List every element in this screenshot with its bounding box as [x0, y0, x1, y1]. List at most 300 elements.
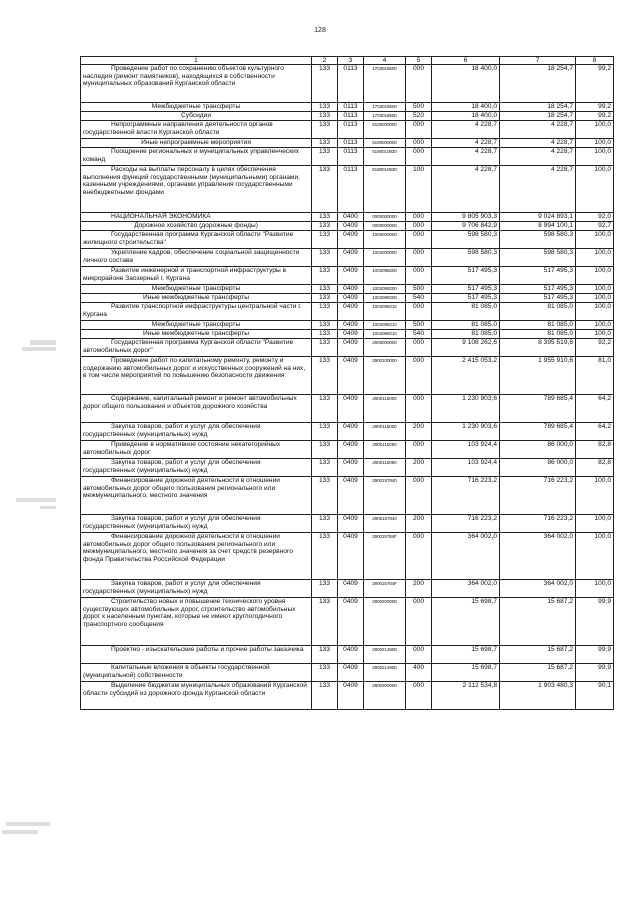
row-code: 133: [312, 267, 338, 285]
row-target: 1002098200: [364, 285, 406, 294]
row-exec: 18 254,7: [500, 103, 576, 112]
row-section: 0113: [338, 139, 364, 148]
row-target: 5190010930: [364, 148, 406, 166]
row-percent: 100,0: [576, 321, 614, 330]
row-type: 500: [406, 321, 432, 330]
row-type: 100: [406, 166, 432, 213]
row-target: 2900214900: [364, 646, 406, 664]
row-percent: 100,0: [576, 166, 614, 213]
row-name-text: Закупка товаров, работ и услуг для обеспечения государственных (муниципальных) нужд: [83, 515, 261, 530]
table-row: [81, 423, 614, 441]
row-percent: 82,8: [576, 459, 614, 477]
row-section: 0409: [338, 664, 364, 682]
row-plan: 2 112 534,8: [432, 682, 500, 710]
row-name: [81, 303, 312, 321]
row-code: 133: [312, 330, 338, 339]
row-name-text: Государственная программа Курганской области "Развитие автомобильных дорог": [83, 339, 294, 354]
row-plan: 4 228,7: [432, 148, 500, 166]
row-exec: 4 228,7: [500, 139, 576, 148]
row-name: [81, 148, 312, 166]
row-type: 000: [406, 477, 432, 515]
row-name: [81, 285, 312, 294]
row-plan: 103 924,4: [432, 441, 500, 459]
row-percent: 100,0: [576, 285, 614, 294]
row-plan: 18 400,0: [432, 112, 500, 121]
table-row: [81, 321, 614, 330]
row-type: 540: [406, 330, 432, 339]
row-code: 133: [312, 321, 338, 330]
row-plan: 4 228,7: [432, 121, 500, 139]
row-name-text: Межбюджетные трансферты: [151, 321, 241, 328]
header-cell: 1: [81, 57, 312, 65]
row-plan: 716 223,2: [432, 515, 500, 533]
row-type: 000: [406, 646, 432, 664]
row-code: 133: [312, 477, 338, 515]
header-cell: 2: [312, 57, 338, 65]
row-name: [81, 249, 312, 267]
row-exec: 4 228,7: [500, 166, 576, 213]
row-code: 133: [312, 441, 338, 459]
table-row: [81, 294, 614, 303]
row-name-text: Иные межбюджетные трансферты: [142, 294, 250, 301]
row-exec: 15 687,2: [500, 664, 576, 682]
row-code: 133: [312, 682, 338, 710]
row-type: 000: [406, 357, 432, 395]
table-row: [81, 330, 614, 339]
row-exec: 81 085,0: [500, 330, 576, 339]
row-target: 2900000000: [364, 339, 406, 357]
row-name-text: Проведение работ по капитальному ремонту, ремонту и содержанию автомобильных дорог и искусственных сооружений на них, в том числе мероприятий по повышению безопасности движения: [83, 357, 306, 380]
row-exec: 364 002,0: [500, 580, 576, 598]
row-section: 0409: [338, 459, 364, 477]
row-exec: 86 000,0: [500, 459, 576, 477]
row-type: 500: [406, 103, 432, 112]
row-section: 0113: [338, 103, 364, 112]
row-section: 0113: [338, 112, 364, 121]
row-name-text: Расходы на выплаты персоналу в целях обеспечения выполнения функций государственными (муниципальными) органами, казенными учреждениями, органами управления государственными внебюджетными фондами: [83, 166, 300, 196]
row-name: [81, 580, 312, 598]
row-plan: 716 223,2: [432, 477, 500, 515]
header-cell: 8: [576, 57, 614, 65]
row-type: 000: [406, 213, 432, 222]
row-target: 2900200000: [364, 598, 406, 646]
row-name: [81, 664, 312, 682]
row-exec: 716 223,2: [500, 477, 576, 515]
row-plan: 1 230 903,6: [432, 395, 500, 423]
row-plan: 598 580,3: [432, 249, 500, 267]
row-plan: 9 706 842,9: [432, 222, 500, 231]
row-section: 0409: [338, 294, 364, 303]
row-name: [81, 139, 312, 148]
table-row: [81, 339, 614, 357]
row-type: 000: [406, 121, 432, 139]
row-exec: 598 580,3: [500, 249, 576, 267]
row-name: [81, 121, 312, 139]
row-percent: 90,1: [576, 682, 614, 710]
row-percent: 99,2: [576, 65, 614, 103]
row-exec: 789 685,4: [500, 423, 576, 441]
table-row: [81, 357, 614, 395]
row-exec: 364 002,0: [500, 533, 576, 580]
table-row: [81, 285, 614, 294]
row-code: 133: [312, 646, 338, 664]
row-type: 540: [406, 294, 432, 303]
row-exec: 18 254,7: [500, 112, 576, 121]
table-row: [81, 65, 614, 103]
row-code: 133: [312, 222, 338, 231]
row-section: 0400: [338, 213, 364, 222]
row-name: [81, 294, 312, 303]
row-type: 000: [406, 231, 432, 249]
row-target: 1002098210: [364, 321, 406, 330]
row-name-text: Иные непрограммные мероприятия: [141, 139, 251, 146]
row-section: 0409: [338, 515, 364, 533]
row-percent: 100,0: [576, 303, 614, 321]
row-type: 000: [406, 339, 432, 357]
row-section: 0409: [338, 321, 364, 330]
row-percent: 100,0: [576, 139, 614, 148]
row-target: 290015784F: [364, 580, 406, 598]
row-name: [81, 598, 312, 646]
row-code: 133: [312, 213, 338, 222]
row-type: 000: [406, 682, 432, 710]
row-type: 200: [406, 423, 432, 441]
row-section: 0113: [338, 166, 364, 213]
row-type: 000: [406, 441, 432, 459]
row-type: 000: [406, 395, 432, 423]
table-row: [81, 664, 614, 682]
row-target: 2900157840: [364, 477, 406, 515]
row-name-text: Иные межбюджетные трансферты: [142, 330, 250, 337]
row-name: [81, 441, 312, 459]
row-name-text: Непрограммные направления деятельности органов государственной власти Курганской области: [83, 121, 273, 136]
row-name: [81, 321, 312, 330]
row-name: [81, 515, 312, 533]
row-exec: 81 085,0: [500, 321, 576, 330]
row-type: 500: [406, 285, 432, 294]
table-row: [81, 112, 614, 121]
row-name: [81, 533, 312, 580]
row-section: 0113: [338, 148, 364, 166]
row-name: [81, 459, 312, 477]
row-plan: 9 108 262,6: [432, 339, 500, 357]
row-percent: 100,0: [576, 121, 614, 139]
row-target: 1002098200: [364, 294, 406, 303]
row-target: 2900300000: [364, 682, 406, 710]
row-name-text: Дорожное хозяйство (дорожные фонды): [134, 222, 258, 229]
table-row: [81, 598, 614, 646]
row-exec: 1 903 480,3: [500, 682, 576, 710]
row-plan: 15 698,7: [432, 598, 500, 646]
row-name-text: Развитие инженерной и транспортной инфраструктуры в микрорайоне Заозерный г. Кургана: [83, 267, 287, 282]
row-percent: 100,0: [576, 330, 614, 339]
table-row: [81, 231, 614, 249]
row-name-text: Укрепление кадров, обеспечение социальной защищенности личного состава: [83, 249, 300, 264]
row-exec: 517 495,3: [500, 294, 576, 303]
row-target: 5100000000: [364, 121, 406, 139]
row-percent: 99,9: [576, 598, 614, 646]
row-target: 1002098200: [364, 267, 406, 285]
row-name-text: Межбюджетные трансферты: [151, 285, 241, 292]
row-type: 000: [406, 598, 432, 646]
table-row: [81, 459, 614, 477]
row-plan: 18 400,0: [432, 103, 500, 112]
row-target: 290015784F: [364, 533, 406, 580]
row-name-text: Проектно - изыскательские работы и прочие работы заказчика: [111, 646, 304, 653]
table-row: [81, 533, 614, 580]
row-target: 1002098210: [364, 303, 406, 321]
row-exec: 1 955 910,6: [500, 357, 576, 395]
table-row: [81, 222, 614, 231]
row-plan: 364 002,0: [432, 580, 500, 598]
scan-artifact: [6, 822, 50, 826]
row-target: 5190010930: [364, 166, 406, 213]
row-section: 0409: [338, 339, 364, 357]
row-section: 0409: [338, 285, 364, 294]
row-plan: 15 698,7: [432, 646, 500, 664]
row-name-text: Поощрение региональных и муниципальных управленческих команд: [83, 148, 300, 163]
row-type: 400: [406, 664, 432, 682]
row-section: 0113: [338, 121, 364, 139]
row-type: 200: [406, 459, 432, 477]
budget-table: [80, 56, 614, 710]
row-target: 1002000000: [364, 249, 406, 267]
row-percent: 99,2: [576, 103, 614, 112]
row-name-text: Строительство новых и повышение технического уровня существующих автомобильных дорог, строительство автомобильных дорог к населенным пунктам, которые не имеют круглогодичного транспортного сообщения: [83, 598, 296, 628]
row-section: 0409: [338, 330, 364, 339]
row-name: [81, 112, 312, 121]
row-section: 0409: [338, 231, 364, 249]
row-exec: 8 994 100,1: [500, 222, 576, 231]
row-plan: 4 228,7: [432, 166, 500, 213]
row-code: 133: [312, 103, 338, 112]
row-plan: 81 085,0: [432, 321, 500, 330]
row-percent: 99,9: [576, 646, 614, 664]
row-code: 133: [312, 148, 338, 166]
header-cell: 3: [338, 57, 364, 65]
header-cell: 4: [364, 57, 406, 65]
row-percent: 100,0: [576, 477, 614, 515]
row-target: 2900115000: [364, 395, 406, 423]
table-row: [81, 303, 614, 321]
row-type: 200: [406, 580, 432, 598]
row-plan: 517 495,3: [432, 294, 500, 303]
row-type: 000: [406, 148, 432, 166]
table-row: [81, 580, 614, 598]
row-section: 0409: [338, 533, 364, 580]
row-name: [81, 166, 312, 213]
row-percent: 99,9: [576, 664, 614, 682]
row-target: 2900214900: [364, 664, 406, 682]
row-name: [81, 213, 312, 222]
scan-artifact: [22, 347, 56, 351]
row-type: 000: [406, 533, 432, 580]
row-name: [81, 65, 312, 103]
row-percent: 81,0: [576, 357, 614, 395]
table-header-row: [81, 57, 614, 65]
row-exec: 9 024 893,1: [500, 213, 576, 222]
row-name: [81, 423, 312, 441]
table-row: [81, 646, 614, 664]
table-row: [81, 395, 614, 423]
row-plan: 9 805 903,3: [432, 213, 500, 222]
row-exec: 4 228,7: [500, 121, 576, 139]
header-cell: 7: [500, 57, 576, 65]
scan-artifact: [30, 340, 56, 345]
row-name-text: Межбюджетные трансферты: [151, 103, 241, 110]
table-body: [81, 65, 614, 710]
row-exec: 86 000,0: [500, 441, 576, 459]
row-section: 0409: [338, 222, 364, 231]
table-row: [81, 515, 614, 533]
table-row: [81, 477, 614, 515]
row-percent: 92,2: [576, 339, 614, 357]
row-name-text: Проведение работ по сохранению объектов культурного наследия (ремонт памятников), находящихся в собственности муниципальных образований Курганской области: [83, 65, 284, 88]
row-target: 5190000000: [364, 139, 406, 148]
row-target: 2900157840: [364, 515, 406, 533]
table-row: [81, 148, 614, 166]
row-exec: 789 685,4: [500, 395, 576, 423]
row-name-text: Закупка товаров, работ и услуг для обеспечения государственных (муниципальных) нужд: [83, 580, 261, 595]
row-plan: 598 580,3: [432, 231, 500, 249]
row-exec: 517 495,3: [500, 267, 576, 285]
row-code: 133: [312, 664, 338, 682]
row-code: 133: [312, 166, 338, 213]
row-exec: 598 580,3: [500, 231, 576, 249]
row-target: 1703018500: [364, 65, 406, 103]
row-type: 000: [406, 222, 432, 231]
table-row: [81, 139, 614, 148]
row-name-text: Приведение в нормативное состояние некатегорийных автомобильных дорог: [83, 441, 281, 456]
row-name: [81, 682, 312, 710]
row-percent: 100,0: [576, 515, 614, 533]
row-name-text: Государственная программа Курганской области "Развитие жилищного строительства": [83, 231, 294, 246]
row-code: 133: [312, 515, 338, 533]
row-name: [81, 231, 312, 249]
row-percent: 99,2: [576, 112, 614, 121]
row-type: 000: [406, 65, 432, 103]
row-section: 0409: [338, 303, 364, 321]
row-name: [81, 646, 312, 664]
table-row: [81, 441, 614, 459]
row-target: 2900115090: [364, 459, 406, 477]
row-name: [81, 222, 312, 231]
row-type: 200: [406, 515, 432, 533]
row-name: [81, 103, 312, 112]
row-name-text: Развитие транспортной инфраструктуры центральной части г. Кургана: [83, 303, 302, 318]
table-row: [81, 249, 614, 267]
row-type: 520: [406, 112, 432, 121]
row-exec: 81 085,0: [500, 303, 576, 321]
row-section: 0409: [338, 646, 364, 664]
row-code: 133: [312, 121, 338, 139]
row-code: 133: [312, 231, 338, 249]
row-section: 0409: [338, 580, 364, 598]
row-section: 0409: [338, 682, 364, 710]
row-target: 0000000000: [364, 213, 406, 222]
row-percent: 100,0: [576, 294, 614, 303]
table-row: [81, 682, 614, 710]
row-percent: 100,0: [576, 533, 614, 580]
row-name: [81, 477, 312, 515]
row-plan: 1 230 903,6: [432, 423, 500, 441]
row-section: 0409: [338, 441, 364, 459]
page-number: 128: [314, 27, 326, 34]
row-percent: 100,0: [576, 148, 614, 166]
row-name: [81, 267, 312, 285]
row-exec: 8 395 519,8: [500, 339, 576, 357]
table-row: [81, 103, 614, 112]
scan-artifact: [2, 830, 38, 834]
row-name-text: Закупка товаров, работ и услуг для обеспечения государственных (муниципальных) нужд: [83, 459, 261, 474]
scan-artifact: [16, 498, 56, 502]
row-percent: 100,0: [576, 267, 614, 285]
row-plan: 517 495,3: [432, 285, 500, 294]
row-target: 1002098210: [364, 330, 406, 339]
row-plan: 2 415 053,2: [432, 357, 500, 395]
row-code: 133: [312, 395, 338, 423]
row-name: [81, 357, 312, 395]
row-code: 133: [312, 249, 338, 267]
row-exec: 716 223,2: [500, 515, 576, 533]
header-cell: 5: [406, 57, 432, 65]
row-exec: 517 495,3: [500, 285, 576, 294]
row-plan: 81 085,0: [432, 330, 500, 339]
row-name-text: Финансирование дорожной деятельности в отношении автомобильных дорог общего пользования регионального или межмуниципального, местного значения за счет средств резервного фонда Правительства Российской Федерации: [83, 533, 293, 563]
row-name-text: НАЦИОНАЛЬНАЯ ЭКОНОМИКА: [111, 213, 211, 220]
row-section: 0409: [338, 395, 364, 423]
row-section: 0409: [338, 423, 364, 441]
row-plan: 364 002,0: [432, 533, 500, 580]
row-section: 0409: [338, 357, 364, 395]
row-code: 133: [312, 112, 338, 121]
row-target: 1703018500: [364, 112, 406, 121]
table-row: [81, 121, 614, 139]
row-code: 133: [312, 294, 338, 303]
row-percent: 92,0: [576, 213, 614, 222]
row-type: 000: [406, 267, 432, 285]
row-target: 1000000000: [364, 231, 406, 249]
row-name: [81, 339, 312, 357]
row-percent: 82,8: [576, 441, 614, 459]
row-section: 0409: [338, 598, 364, 646]
row-name-text: Выделение бюджетам муниципальных образований Курганской области субсидий из дорожного фонда Курганской области: [83, 682, 307, 697]
row-section: 0113: [338, 65, 364, 103]
row-name-text: Содержание, капитальный ремонт и ремонт автомобильных дорог общего пользования и объектов дорожного хозяйства: [83, 395, 297, 410]
row-code: 133: [312, 285, 338, 294]
row-name-text: Финансирование дорожной деятельности в отношении автомобильных дорог общего пользования регионального или межмуниципального, местного значения: [83, 477, 280, 500]
row-percent: 64,2: [576, 423, 614, 441]
table-row: [81, 267, 614, 285]
row-code: 133: [312, 339, 338, 357]
row-exec: 18 254,7: [500, 65, 576, 103]
row-percent: 100,0: [576, 231, 614, 249]
row-section: 0409: [338, 477, 364, 515]
row-name: [81, 395, 312, 423]
row-code: 133: [312, 598, 338, 646]
row-plan: 517 495,3: [432, 267, 500, 285]
row-section: 0409: [338, 267, 364, 285]
row-code: 133: [312, 423, 338, 441]
row-name: [81, 330, 312, 339]
header-cell: 6: [432, 57, 500, 65]
row-type: 000: [406, 139, 432, 148]
row-exec: 15 687,2: [500, 598, 576, 646]
table-row: [81, 213, 614, 222]
row-plan: 15 698,7: [432, 664, 500, 682]
row-code: 133: [312, 139, 338, 148]
row-section: 0409: [338, 249, 364, 267]
